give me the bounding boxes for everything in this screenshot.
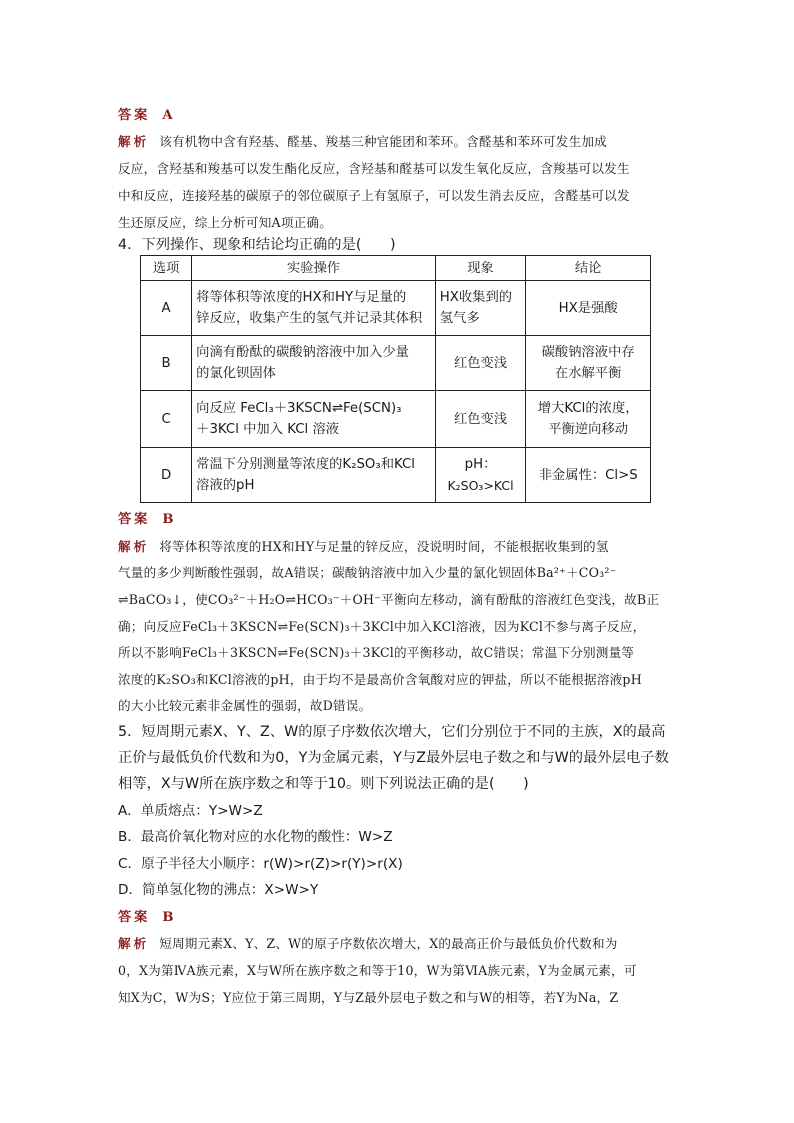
q5-question-line: 正价与最低负价代数和为0，Y为金属元素，Y与Z最外层电子数之和与W的最外层电子数 xyxy=(118,750,669,766)
phenomenon-cell xyxy=(435,336,526,391)
conclusion-cell xyxy=(526,448,651,503)
q3-answer: A xyxy=(162,108,173,123)
option-cell: B xyxy=(141,336,192,391)
cell-line: 向反应 FeCl₃＋3KSCN⇌Fe(SCN)₃ xyxy=(196,401,402,416)
cell-line: 锌反应，收集产生的氢气并记录其体积 xyxy=(196,311,423,326)
cell-line: 氢气多 xyxy=(439,311,480,326)
table-header: 选项 xyxy=(141,256,192,281)
q5-option: C．原子半径大小顺序：r(W)>r(Z)>r(Y)>r(X) xyxy=(118,856,403,872)
table-row xyxy=(141,336,651,391)
operation-cell xyxy=(192,336,436,391)
cell-line: 碳酸钠溶液中存 xyxy=(541,345,635,360)
table-header: 结论 xyxy=(526,256,651,281)
q5-answer: B xyxy=(162,910,174,925)
q3-analysis-line: 生还原反应，综上分析可知A项正确。 xyxy=(118,215,332,230)
answer-label: 答案 xyxy=(118,910,151,925)
q5-analysis-line xyxy=(118,934,678,954)
cell-line: 在水解平衡 xyxy=(554,366,622,381)
q5-option: A．单质熔点：Y>W>Z xyxy=(118,803,263,819)
q5-analysis-line: 0，X为第ⅣA族元素，X与W所在族序数之和等于10，W为第ⅥA族元素，Y为金属元素，可 xyxy=(118,963,637,978)
q4-analysis-line: 气量的多少判断酸性强弱，故A错误；碳酸钠溶液中加入少量的氯化钡固体Ba²⁺＋CO₃²⁻ xyxy=(118,565,617,580)
table-header: 实验操作 xyxy=(192,256,436,281)
q4-analysis-line xyxy=(118,537,678,557)
analysis-label: 解析 xyxy=(118,936,150,951)
operation-cell xyxy=(192,448,436,503)
cell-line: 向滴有酚酞的碳酸钠溶液中加入少量 xyxy=(196,345,409,360)
phenomenon-cell xyxy=(435,448,526,503)
q3-answer-line xyxy=(118,106,678,126)
q4-question: 4．下列操作、现象和结论均正确的是( ) xyxy=(118,237,396,253)
q5-question-line: 相等，X与W所在族序数之和等于10。则下列说法正确的是( ) xyxy=(118,776,529,792)
phenomenon-cell xyxy=(435,281,526,336)
q5-question-line: 5．短周期元素X、Y、Z、W的原子序数依次增大，它们分别位于不同的主族，X的最高 xyxy=(118,724,666,740)
cell-line: 将等体积等浓度的HX和HY与足量的 xyxy=(196,290,407,305)
cell-line: HX收集到的 xyxy=(439,290,513,305)
answer-label: 答案 xyxy=(118,512,151,527)
q4-answer-line xyxy=(118,510,678,530)
q4-analysis-line: 确；向反应FeCl₃＋3KSCN⇌Fe(SCN)₃＋3KCl中加入KCl溶液，因为KCl不参与离子反应， xyxy=(118,619,646,634)
operation-cell xyxy=(192,391,436,448)
cell-line: 非金属性：Cl>S xyxy=(538,467,638,483)
q4-analysis-line: 浓度的K₂SO₃和KCl溶液的pH，由于均不是最高价含氧酸对应的钾盐，所以不能根据溶液pH xyxy=(118,672,642,687)
cell-line: 常温下分别测量等浓度的K₂SO₃和KCl xyxy=(196,457,415,472)
cell-line: K₂SO₃>KCl xyxy=(447,478,514,493)
cell-line: ＋3KCl 中加入 KCl 溶液 xyxy=(196,422,340,437)
q5-answer-line xyxy=(118,908,678,928)
q5-option: D．简单氢化物的沸点：X>W>Y xyxy=(118,882,319,898)
q5-analysis-line: 知X为C，W为S；Y应位于第三周期，Y与Z最外层电子数之和与W的相等，若Y为Na，Z xyxy=(118,990,619,1005)
option-cell: C xyxy=(141,391,192,448)
cell-line: 红色变浅 xyxy=(453,355,508,371)
q4-analysis-line: 的大小比较元素非金属性的强弱，故D错误。 xyxy=(118,698,372,713)
analysis-label: 解析 xyxy=(118,539,150,554)
cell-line: pH： xyxy=(464,457,497,472)
table-header: 现象 xyxy=(435,256,526,281)
q4-analysis-line: ⇌BaCO₃↓，使CO₃²⁻＋H₂O⇌HCO₃⁻＋OH⁻平衡向左移动，滴有酚酞的溶液红色变浅，故B正 xyxy=(118,592,660,607)
table-row xyxy=(141,391,651,448)
experiment-table xyxy=(140,255,651,503)
table-row xyxy=(141,281,651,336)
analysis-text: 短周期元素X、Y、Z、W的原子序数依次增大，X的最高正价与最低负价代数和为 xyxy=(159,936,618,951)
q3-analysis-line: 反应，含羟基和羧基可以发生酯化反应，含羟基和醛基可以发生氧化反应，含羧基可以发生 xyxy=(118,161,630,176)
table-row xyxy=(141,448,651,503)
cell-line: 的氯化钡固体 xyxy=(196,366,276,381)
cell-line: 平衡逆向移动 xyxy=(548,422,629,437)
q4-answer: B xyxy=(162,512,174,527)
table-header-row xyxy=(141,256,651,281)
option-cell: D xyxy=(141,448,192,503)
q5-option: B．最高价氧化物对应的水化物的酸性：W>Z xyxy=(118,829,393,845)
cell-line: 溶液的pH xyxy=(196,478,255,493)
analysis-text: 将等体积等浓度的HX和HY与足量的锌反应，没说明时间，不能根据收集到的氢 xyxy=(159,539,609,554)
q3-analysis-line: 中和反应，连接羟基的碳原子的邻位碳原子上有氢原子，可以发生消去反应，含醛基可以发 xyxy=(118,188,630,203)
conclusion-cell xyxy=(526,281,651,336)
operation-cell xyxy=(192,281,436,336)
analysis-label: 解析 xyxy=(118,134,150,149)
q4-analysis-line: 所以不影响FeCl₃＋3KSCN⇌Fe(SCN)₃＋3KCl的平衡移动，故C错误；常温下分别测量等 xyxy=(118,645,635,660)
phenomenon-cell xyxy=(435,391,526,448)
answer-label: 答案 xyxy=(118,108,151,123)
cell-line: HX是强酸 xyxy=(558,300,618,316)
cell-line: 红色变浅 xyxy=(453,411,508,427)
q3-analysis-line xyxy=(118,132,678,152)
analysis-text: 该有机物中含有羟基、醛基、羧基三种官能团和苯环。含醛基和苯环可发生加成 xyxy=(159,134,607,149)
option-cell: A xyxy=(141,281,192,336)
conclusion-cell xyxy=(526,391,651,448)
conclusion-cell xyxy=(526,336,651,391)
cell-line: 增大KCl的浓度， xyxy=(537,401,639,416)
